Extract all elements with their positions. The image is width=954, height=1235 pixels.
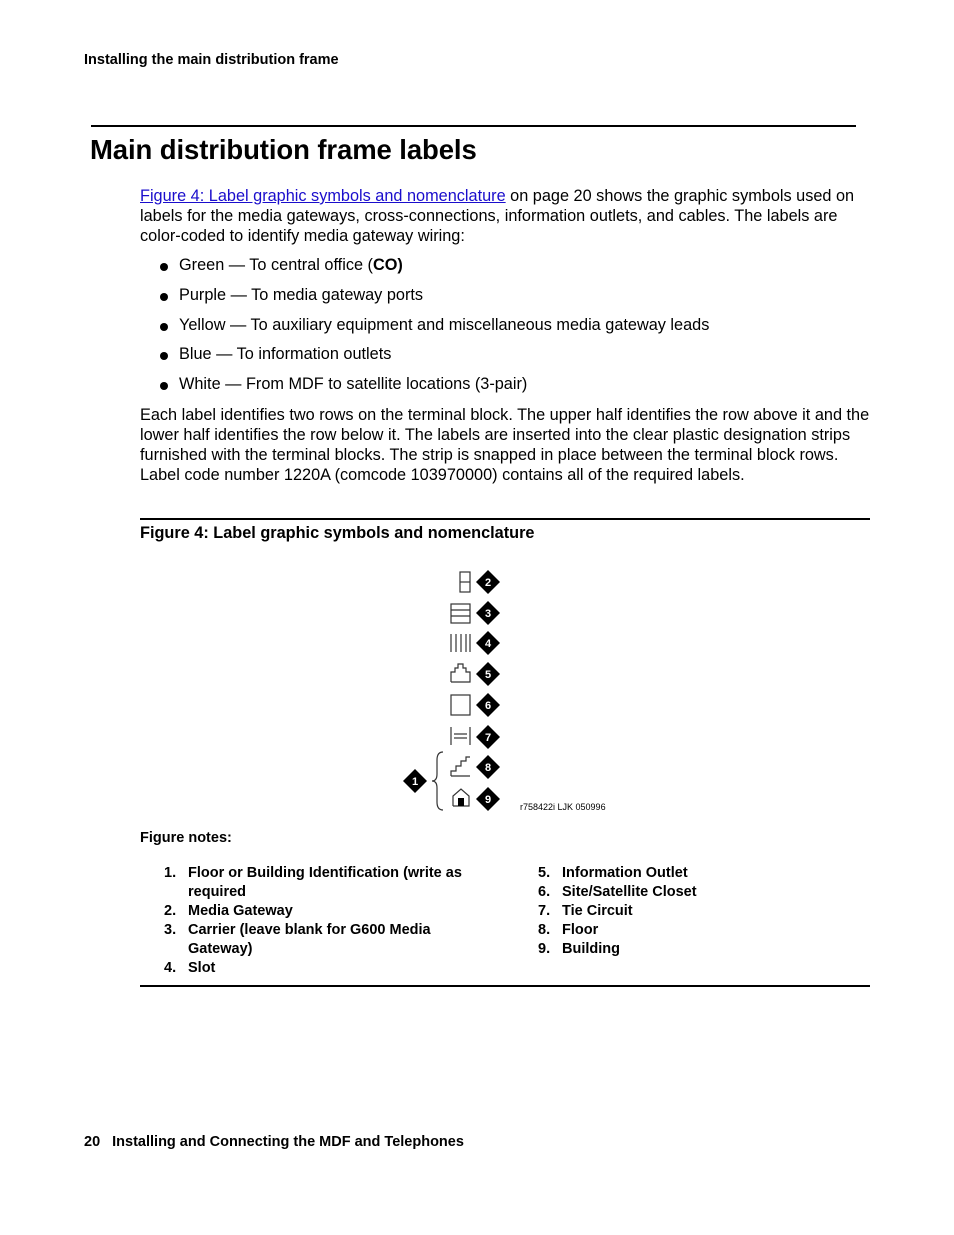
svg-text:4: 4 <box>484 638 492 650</box>
note-item: 8. Floor <box>538 922 599 938</box>
bullet-icon <box>160 293 168 301</box>
note-item: 9. Building <box>538 941 620 957</box>
figure-top-rule <box>140 518 870 520</box>
bullet-icon <box>160 352 168 360</box>
svg-text:8: 8 <box>484 762 492 774</box>
list-item: Blue — To information outlets <box>160 345 709 375</box>
carrier-symbol <box>451 604 470 623</box>
floor-symbol <box>451 757 470 776</box>
svg-text:2: 2 <box>484 577 492 589</box>
svg-text:3: 3 <box>484 608 492 620</box>
information-outlet-symbol <box>451 664 470 682</box>
intro-paragraph <box>140 186 870 246</box>
page-title: Main distribution frame labels <box>90 134 477 165</box>
list-item: Yellow — To auxiliary equipment and miscellaneous media gateway leads <box>160 316 709 346</box>
bullet-icon <box>160 382 168 390</box>
color-code-list <box>160 256 709 405</box>
label-symbols-figure <box>400 560 620 820</box>
note-item: 2. Media Gateway <box>164 903 293 919</box>
intro-text: on page 20 shows the graphic symbols used on labels for the media gateways, cross-connections, information outlets, and cables. The labels are color-coded to identify media gateway wiring: <box>140 187 855 245</box>
figure-notes-right <box>538 864 838 959</box>
note-item: 5. Information Outlet <box>538 865 688 881</box>
media-gateway-symbol <box>460 572 470 592</box>
running-head: Installing the main distribution frame <box>84 52 339 68</box>
figure-title: Figure 4: Label graphic symbols and nomenclature <box>140 524 535 542</box>
figure-id: r758422i LJK 050996 <box>520 802 606 812</box>
tie-circuit-symbol <box>451 727 470 745</box>
site-closet-symbol <box>451 695 470 715</box>
label-description-paragraph: Each label identifies two rows on the terminal block. The upper half identifies the row above it and the lower half identifies the row below it. The labels are inserted into the clear plastic designation strips furnished with the terminal blocks. The strip is snapped in place between the terminal block rows. Label code number 1220A (comcode 103970000) contains all of the required labels. <box>140 406 870 484</box>
brace <box>432 752 443 810</box>
page-footer <box>84 1134 464 1150</box>
figure-bottom-rule <box>140 985 870 987</box>
note-item: 1. Floor or Building Identification (write as required <box>164 865 462 900</box>
svg-text:5: 5 <box>484 669 492 681</box>
note-item: 6. Site/Satellite Closet <box>538 884 697 900</box>
slot-symbol <box>451 634 470 652</box>
svg-text:6: 6 <box>484 700 492 712</box>
list-item: Green — To central office (CO) <box>160 256 709 286</box>
book-title: Installing and Connecting the MDF and Telephones <box>112 1134 464 1150</box>
svg-text:1: 1 <box>411 776 419 788</box>
list-item: White — From MDF to satellite locations (3-pair) <box>160 375 709 405</box>
page-number: 20 <box>84 1134 101 1150</box>
bullet-icon <box>160 263 168 271</box>
note-item: 4. Slot <box>164 960 216 976</box>
figure-4-link[interactable]: Figure 4: Label graphic symbols and nomenclature <box>140 187 506 205</box>
bullet-icon <box>160 323 168 331</box>
list-item: Purple — To media gateway ports <box>160 286 709 316</box>
note-item: 3. Carrier (leave blank for G600 Media Gateway) <box>164 922 431 957</box>
figure-notes-left <box>164 864 494 978</box>
title-rule <box>91 125 856 127</box>
svg-text:9: 9 <box>484 794 492 806</box>
svg-text:7: 7 <box>484 732 492 744</box>
note-item: 7. Tie Circuit <box>538 903 633 919</box>
figure-notes-heading: Figure notes: <box>140 830 232 846</box>
